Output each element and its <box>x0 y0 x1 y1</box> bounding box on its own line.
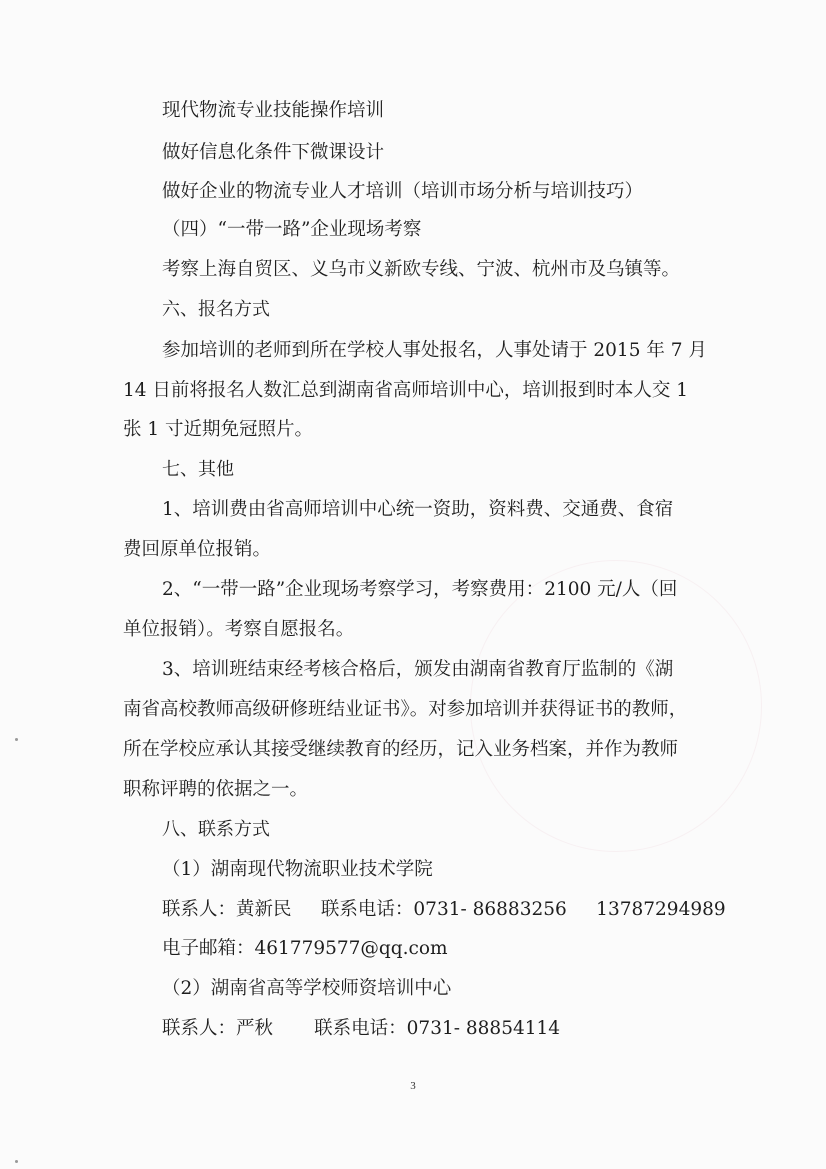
contact-org: （2）湖南省高等学校师资培训中心 <box>162 978 452 999</box>
paragraph-line: 3、培训班结束经考核合格后，颁发由湖南省教育厅监制的《湖 <box>162 659 674 680</box>
text-line: 现代物流专业技能操作培训 <box>162 100 385 121</box>
page-number: 3 <box>410 1080 416 1092</box>
contact-email: 电子邮箱：461779577@qq.com <box>162 938 448 959</box>
text-line: 考察上海自贸区、义乌市义新欧专线、宁波、杭州市及乌镇等。 <box>162 259 681 280</box>
scan-dot <box>15 738 18 741</box>
paragraph-line: 参加培训的老师到所在学校人事处报名，人事处请于 2015 年 7 月 <box>162 340 707 361</box>
paragraph-line: 费回原单位报销。 <box>123 539 272 560</box>
text-line: 做好信息化条件下微课设计 <box>162 142 385 163</box>
contact-line: 联系人：严秋 联系电话：0731- 88854114 <box>162 1018 561 1039</box>
paragraph-line: 所在学校应承认其接受继续教育的经历，记入业务档案，并作为教师 <box>123 739 679 760</box>
contact-line: 联系人：黄新民 联系电话：0731- 86883256 13787294989 <box>162 899 726 920</box>
scan-dot <box>15 1160 18 1163</box>
paragraph-line: 14 日前将报名人数汇总到湖南省高师培训中心，培训报到时本人交 1 <box>123 380 689 401</box>
text-line: 做好企业的物流专业人才培训（培训市场分析与培训技巧） <box>162 181 644 202</box>
paragraph-line: 1、培训费由省高师培训中心统一资助，资料费、交通费、食宿 <box>162 499 674 520</box>
section-heading: 八、联系方式 <box>162 819 270 840</box>
paragraph-line: 张 1 寸近期免冠照片。 <box>123 419 314 440</box>
contact-org: （1）湖南现代物流职业技术学院 <box>162 859 433 880</box>
section-heading: 六、报名方式 <box>162 299 270 320</box>
paragraph-line: 2、“一带一路”企业现场考察学习，考察费用：2100 元/人（回 <box>162 579 678 600</box>
section-heading: 七、其他 <box>162 459 234 480</box>
paragraph-line: 单位报销）。考察自愿报名。 <box>123 619 355 640</box>
paragraph-line: 职称评聘的依据之一。 <box>123 779 309 800</box>
section-subheading: （四）“一带一路”企业现场考察 <box>162 219 422 240</box>
paragraph-line: 南省高校教师高级研修班结业证书》。对参加培训并获得证书的教师， <box>123 699 688 720</box>
